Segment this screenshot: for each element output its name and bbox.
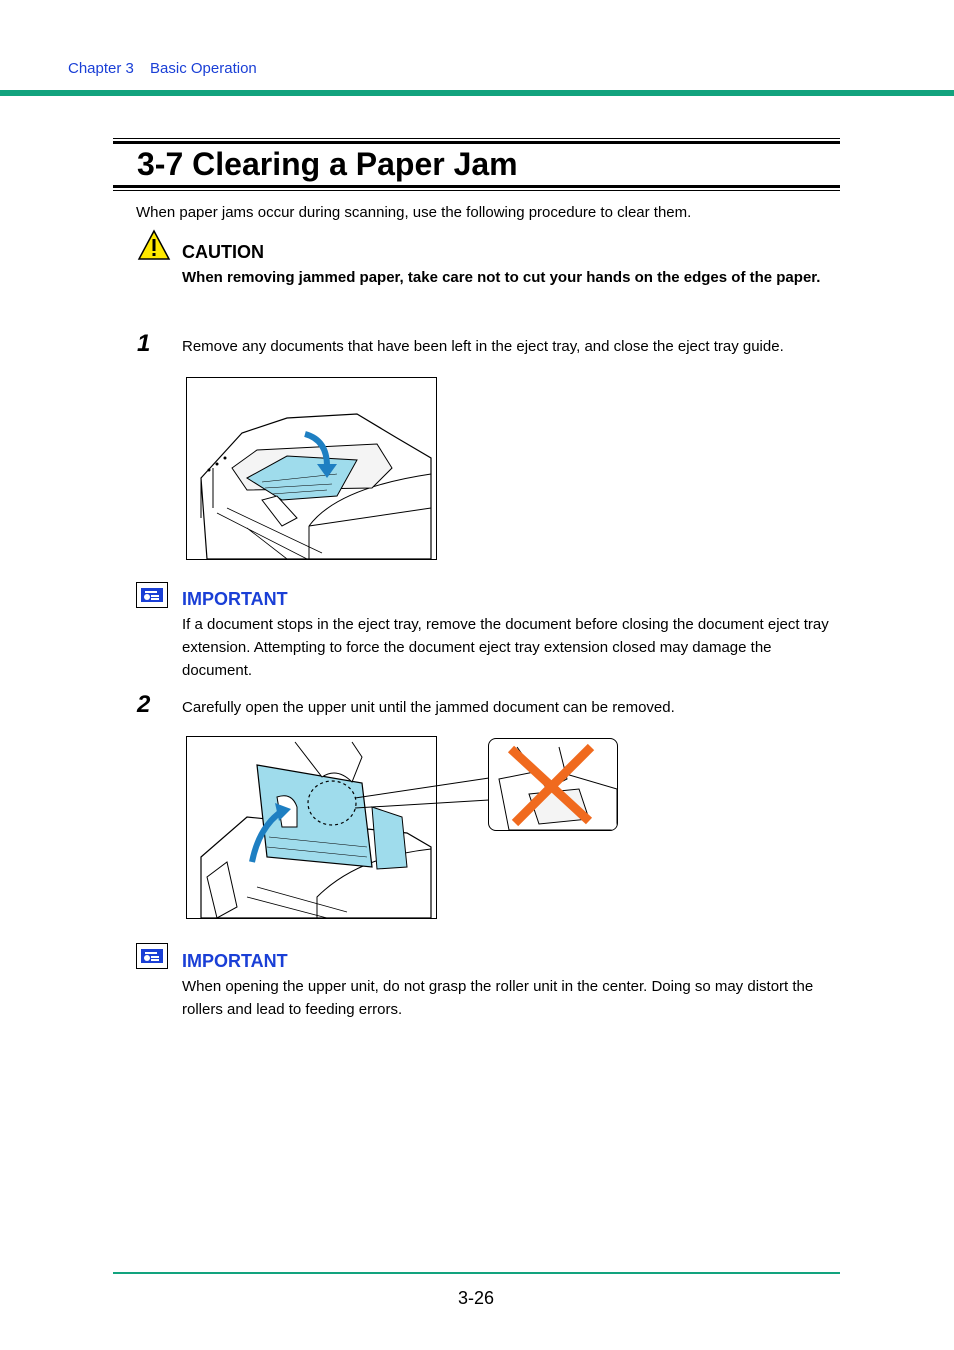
important-heading: IMPORTANT bbox=[182, 951, 288, 971]
important-hand-icon bbox=[136, 582, 168, 608]
caution-text: When removing jammed paper, take care not to cut your hands on the edges of the paper. bbox=[182, 269, 821, 286]
illustration-eject-tray bbox=[186, 377, 437, 560]
step-text: Remove any documents that have been left in the eject tray, and close the eject tray guide. bbox=[182, 338, 784, 355]
intro-text: When paper jams occur during scanning, use the following procedure to clear them. bbox=[136, 204, 692, 221]
header-chapter: Chapter 3 bbox=[68, 60, 134, 77]
scanner-upper-unit-drawing bbox=[187, 737, 436, 918]
callout-lines bbox=[355, 770, 490, 810]
important-hand-icon bbox=[136, 943, 168, 969]
page-title: 3-7 Clearing a Paper Jam bbox=[137, 146, 518, 182]
step-number: 2 bbox=[137, 691, 151, 718]
title-rule bbox=[113, 138, 840, 139]
scanner-eject-tray-drawing bbox=[187, 378, 436, 559]
header-divider bbox=[0, 90, 954, 96]
important-text: When opening the upper unit, do not grasp the roller unit in the center. Doing so may distort the rollers and lead to feeding errors. bbox=[182, 978, 814, 1018]
important-text: If a document stops in the eject tray, remove the document before closing the document eject tray extension. Attempting to force the document eject tray extension closed may damage the document. bbox=[182, 616, 829, 679]
title-rule bbox=[113, 185, 840, 188]
step-number: 1 bbox=[137, 330, 151, 357]
header-section: Basic Operation bbox=[150, 60, 257, 77]
illustration-wrong-grip bbox=[488, 738, 618, 831]
caution-heading: CAUTION bbox=[182, 242, 264, 262]
warning-triangle-icon bbox=[137, 229, 171, 261]
footer-divider bbox=[113, 1272, 840, 1274]
page-number: 3-26 bbox=[458, 1288, 495, 1308]
step-text: Carefully open the upper unit until the jammed document can be removed. bbox=[182, 699, 675, 716]
important-heading: IMPORTANT bbox=[182, 589, 288, 609]
wrong-grip-drawing bbox=[489, 739, 617, 830]
illustration-open-upper-unit bbox=[186, 736, 437, 919]
title-rule bbox=[113, 190, 840, 191]
running-header bbox=[68, 60, 257, 77]
